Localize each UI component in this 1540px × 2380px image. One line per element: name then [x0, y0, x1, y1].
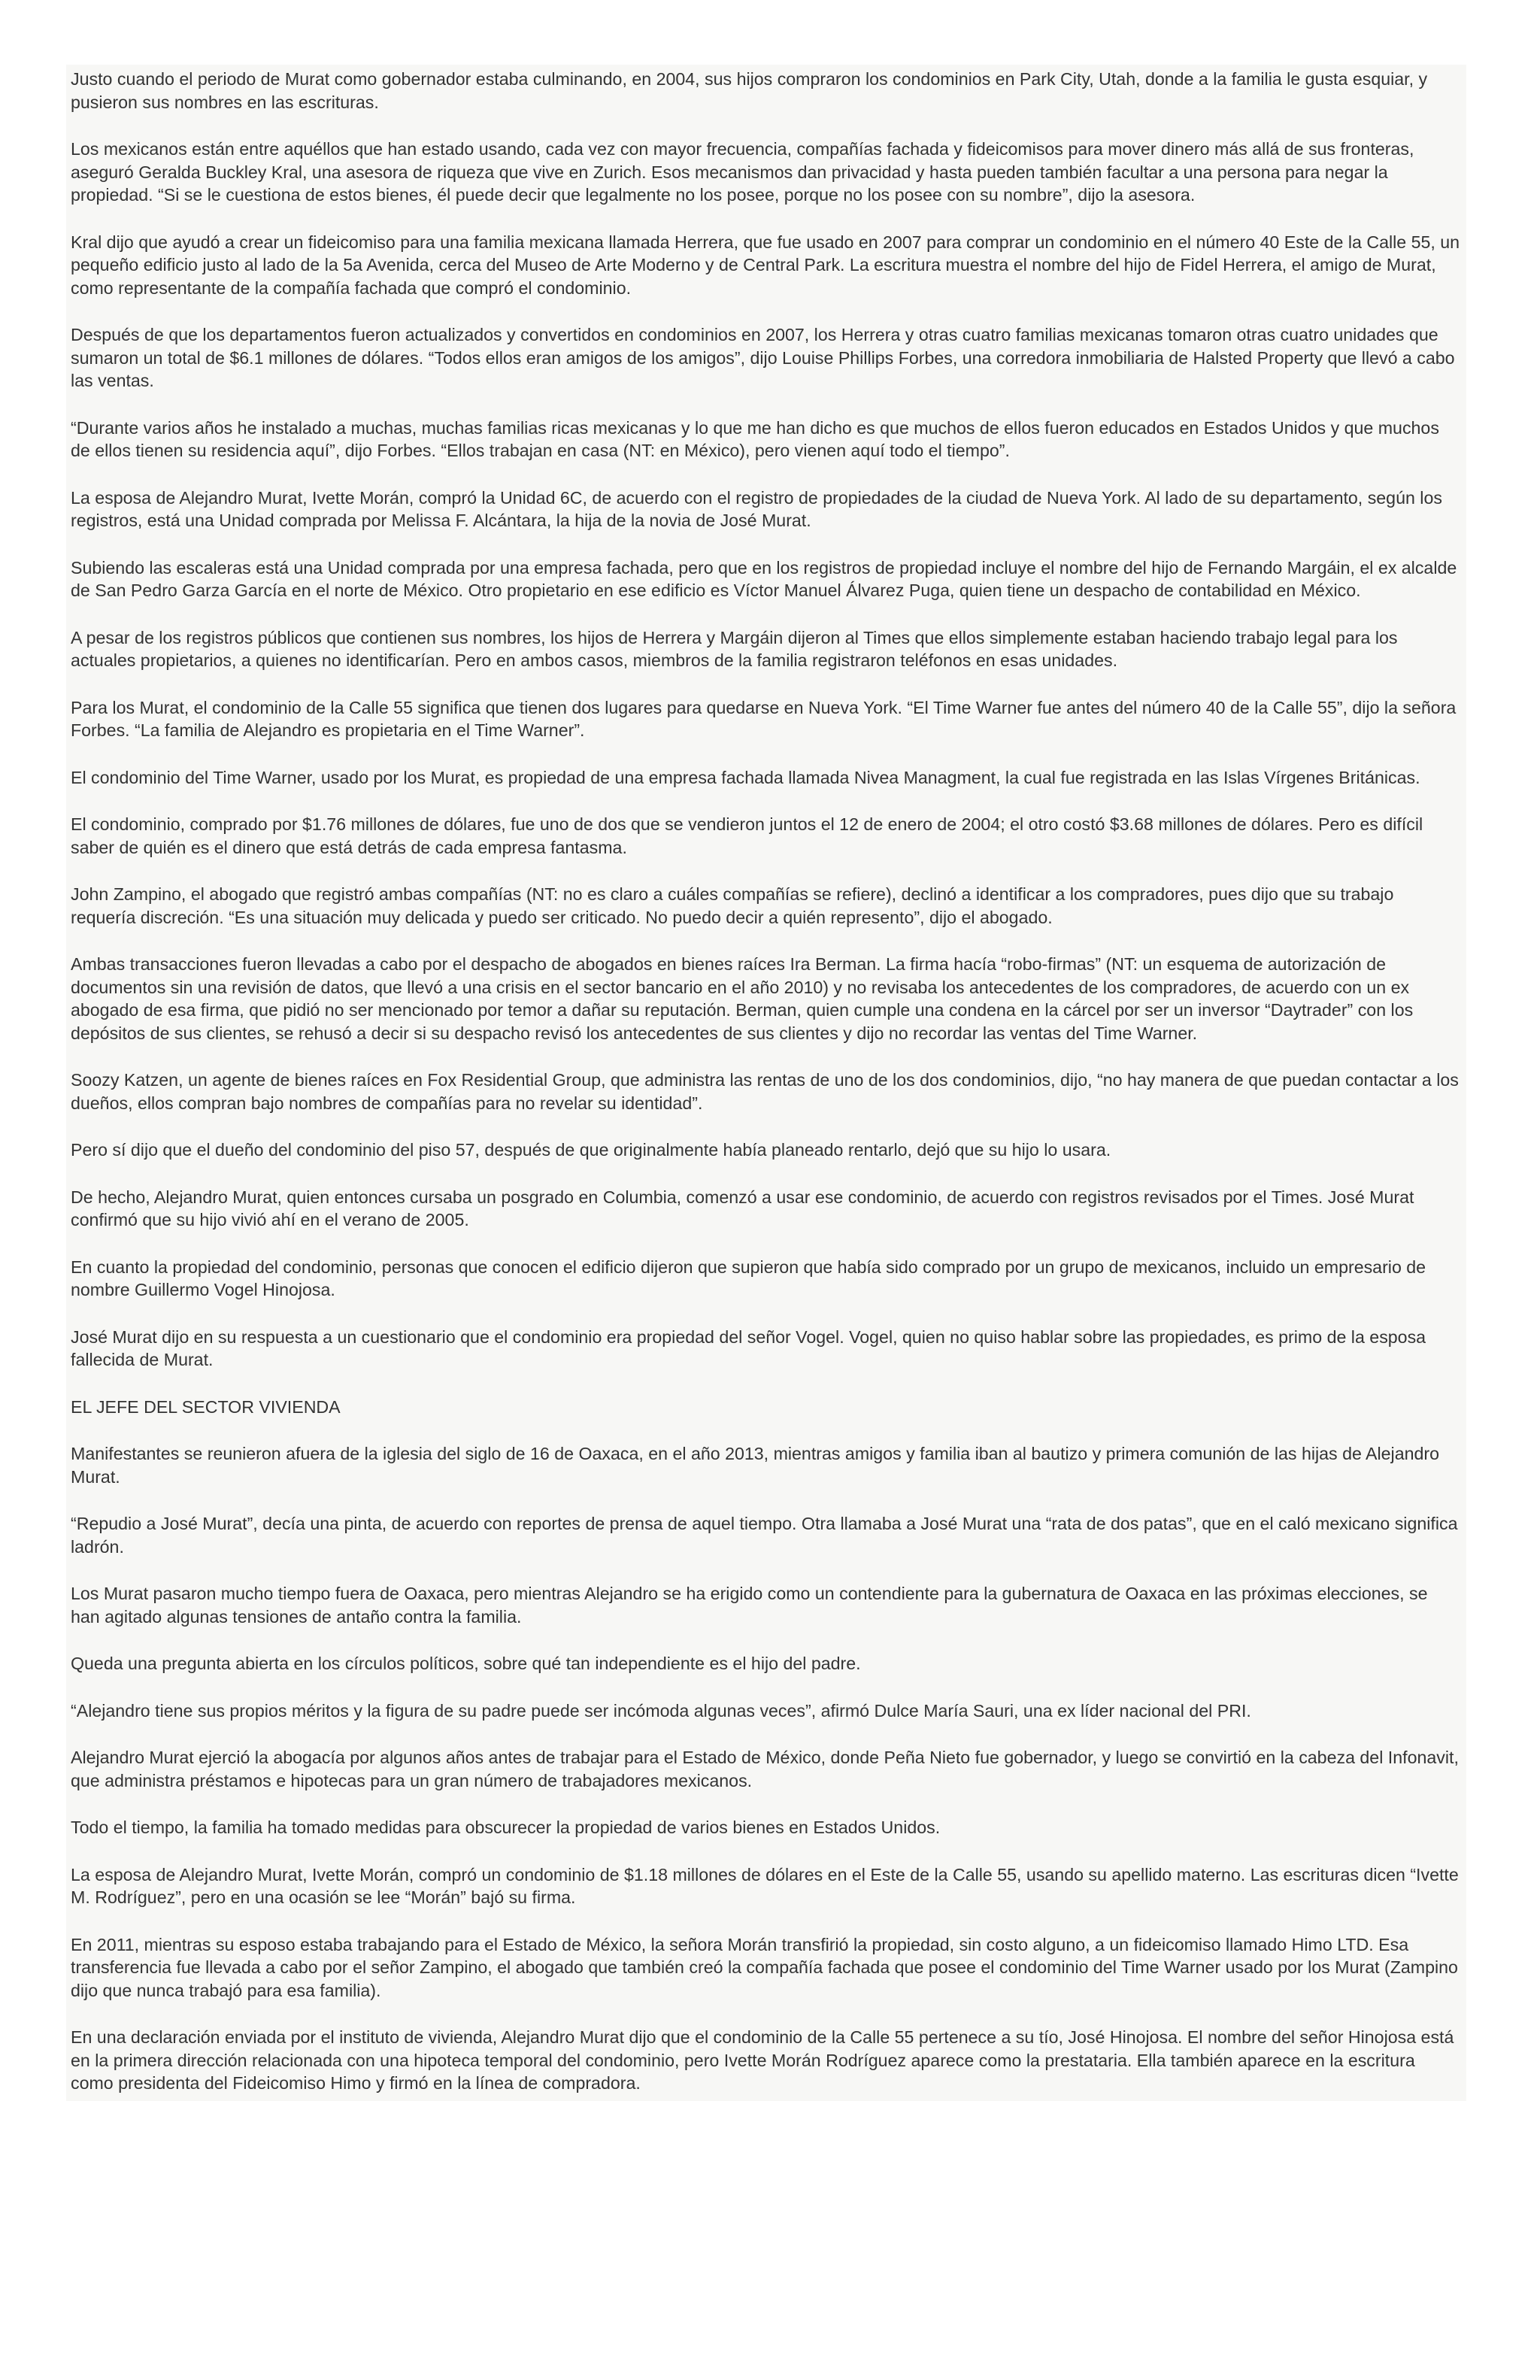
paragraph: Soozy Katzen, un agente de bienes raíces en Fox Residential Group, que administra las rentas de uno de los dos condominios, dijo, “no hay manera de que puedan contactar a los dueños, ellos compran bajo nombres de compañías para no revelar su identidad”. [71, 1070, 1459, 1113]
paragraph: Ambas transacciones fueron llevadas a cabo por el despacho de abogados en bienes raíces Ira Berman. La firma hacía “robo-firmas” (NT: un esquema de autorización de documentos sin una revisión de datos, que llevó a una crisis en el sector bancario en el año 2010) y no revisaba los antecedentes de los compradores, de acuerdo con un ex abogado de esa firma, que pidió no ser mencionado por temor a dañar su reputación. Berman, quien cumple una condena en la cárcel por ser un inversor “Daytrader” con los depósitos de sus clientes, se rehusó a decir si su despacho revisó los antecedentes de sus clientes y dijo no recordar las ventas del Time Warner. [71, 954, 1414, 1043]
paragraph: En cuanto la propiedad del condominio, personas que conocen el edificio dijeron que supieron que había sido comprado por un grupo de mexicanos, incluido un empresario de nombre Guillermo Vogel Hinojosa. [71, 1257, 1426, 1299]
paragraph: Justo cuando el periodo de Murat como gobernador estaba culminando, en 2004, sus hijos compraron los condominios en Park City, Utah, donde a la familia le gusta esquiar, y pusieron sus nombres en las escrituras. [71, 69, 1428, 112]
section-heading: EL JEFE DEL SECTOR VIVIENDA [71, 1396, 341, 1417]
paragraph: Todo el tiempo, la familia ha tomado medidas para obscurecer la propiedad de varios bienes en Estados Unidos. [71, 1818, 941, 1837]
paragraph: Los mexicanos están entre aquéllos que han estado usando, cada vez con mayor frecuencia, compañías fachada y fideicomisos para mover dinero más allá de sus fronteras, aseguró Geralda Buckley Kral, una asesora de riqueza que vive en Zurich. Esos mecanismos dan privacidad y hasta pueden también facultar a una persona para negar la propiedad. “Si se le cuestiona de estos bienes, él puede decir que legalmente no los posee, porque no los posee con su nombre”, dijo la asesora. [71, 139, 1414, 205]
paragraph: Los Murat pasaron mucho tiempo fuera de Oaxaca, pero mientras Alejandro se ha erigido como un contendiente para la gubernatura de Oaxaca en las próximas elecciones, se han agitado algunas tensiones de antaño contra la familia. [71, 1584, 1428, 1627]
paragraph: José Murat dijo en su respuesta a un cuestionario que el condominio era propiedad del señor Vogel. Vogel, quien no quiso hablar sobre las propiedades, es primo de la esposa fallecida de Murat. [71, 1326, 1426, 1369]
paragraph: “Repudio a José Murat”, decía una pinta, de acuerdo con reportes de prensa de aquel tiempo. Otra llamaba a José Murat una “rata de dos patas”, que en el caló mexicano significa ladrón. [71, 1514, 1458, 1557]
paragraph: Kral dijo que ayudó a crear un fideicomiso para una familia mexicana llamada Herrera, que fue usado en 2007 para comprar un condominio en el número 40 Este de la Calle 55, un pequeño edificio justo al lado de la 5a Avenida, cerca del Museo de Arte Moderno y de Central Park. La escritura muestra el nombre del hijo de Fidel Herrera, el amigo de Murat, como representante de la compañía fachada que compró el condominio. [71, 232, 1460, 298]
paragraph: El condominio, comprado por $1.76 millones de dólares, fue uno de dos que se vendieron juntos el 12 de enero de 2004; el otro costó $3.68 millones de dólares. Pero es difícil saber de quién es el dinero que está detrás de cada empresa fantasma. [71, 814, 1423, 857]
paragraph: De hecho, Alejandro Murat, quien entonces cursaba un posgrado en Columbia, comenzó a usar ese condominio, de acuerdo con registros revisados por el Times. José Murat confirmó que su hijo vivió ahí en el verano de 2005. [71, 1187, 1414, 1229]
paragraph: Después de que los departamentos fueron actualizados y convertidos en condominios en 2007, los Herrera y otras cuatro familias mexicanas tomaron otras cuatro unidades que sumaron un total de $6.1 millones de dólares. “Todos ellos eran amigos de los amigos”, dijo Louise Phillips Forbes, una corredora inmobiliaria de Halsted Property que llevó a cabo las ventas. [71, 325, 1455, 390]
paragraph: Queda una pregunta abierta en los círculos políticos, sobre qué tan independiente es el hijo del padre. [71, 1654, 861, 1673]
paragraph: Alejandro Murat ejerció la abogacía por algunos años antes de trabajar para el Estado de México, donde Peña Nieto fue gobernador, y luego se convirtió en la cabeza del Infonavit, que administra préstamos e hipotecas para un gran número de trabajadores mexicanos. [71, 1748, 1459, 1790]
paragraph: “Alejandro tiene sus propios méritos y la figura de su padre puede ser incómoda algunas veces”, afirmó Dulce María Sauri, una ex líder nacional del PRI. [71, 1700, 1251, 1721]
paragraph: Manifestantes se reunieron afuera de la iglesia del siglo de 16 de Oaxaca, en el año 2013, mientras amigos y familia iban al bautizo y primera comunión de las hijas de Alejandro Murat. [71, 1444, 1440, 1487]
paragraph: “Durante varios años he instalado a muchas, muchas familias ricas mexicanas y lo que me han dicho es que muchos de ellos fueron educados en Estados Unidos y que muchos de ellos tienen su residencia aquí”, dijo Forbes. “Ellos trabajan en casa (NT: en México), pero vienen aquí todo el tiempo”. [71, 417, 1439, 460]
paragraph: En una declaración enviada por el instituto de vivienda, Alejandro Murat dijo que el condominio de la Calle 55 pertenece a su tío, José Hinojosa. El nombre del señor Hinojosa está en la primera dirección relacionada con una hipoteca temporal del condominio, pero Ivette Morán Rodríguez aparece como la prestataria. Ella también aparece en la escritura como presidenta del Fideicomiso Himo y firmó en la línea de compradora. [71, 2027, 1454, 2093]
paragraph: El condominio del Time Warner, usado por los Murat, es propiedad de una empresa fachada llamada Nivea Managment, la cual fue registrada en las Islas Vírgenes Británicas. [71, 767, 1420, 787]
paragraph: La esposa de Alejandro Murat, Ivette Morán, compró la Unidad 6C, de acuerdo con el registro de propiedades de la ciudad de Nueva York. Al lado de su departamento, según los registros, está una Unidad comprada por Melissa F. Alcántara, la hija de la novia de José Murat. [71, 487, 1442, 530]
paragraph: John Zampino, el abogado que registró ambas compañías (NT: no es claro a cuáles compañías se refiere), declinó a identificar a los compradores, pues dijo que su trabajo requería discreción. “Es una situación muy delicada y puedo ser criticado. No puedo decir a quién represento”, dijo el abogado. [71, 884, 1394, 927]
paragraph: Subiendo las escaleras está una Unidad comprada por una empresa fachada, pero que en los registros de propiedad incluye el nombre del hijo de Fernando Margáin, el ex alcalde de San Pedro Garza García en el norte de México. Otro propietario en ese edificio es Víctor Manuel Álvarez Puga, quien tiene un despacho de contabilidad en México. [71, 557, 1457, 600]
paragraph: Pero sí dijo que el dueño del condominio del piso 57, después de que originalmente había planeado rentarlo, dejó que su hijo lo usara. [71, 1140, 1111, 1160]
paragraph: La esposa de Alejandro Murat, Ivette Morán, compró un condominio de $1.18 millones de dólares en el Este de la Calle 55, usando su apellido materno. Las escrituras dicen “Ivette M. Rodríguez”, pero en una ocasión se lee “Morán” bajó su firma. [71, 1864, 1459, 1907]
article-body [66, 65, 1466, 2101]
paragraph: Para los Murat, el condominio de la Calle 55 significa que tienen dos lugares para quedarse en Nueva York. “El Time Warner fue antes del número 40 de la Calle 55”, dijo la señora Forbes. “La familia de Alejandro es propietaria en el Time Warner”. [71, 697, 1457, 740]
paragraph: A pesar de los registros públicos que contienen sus nombres, los hijos de Herrera y Margáin dijeron al Times que ellos simplemente estaban haciendo trabajo legal para los actuales propietarios, a quienes no identificarían. Pero en ambos casos, miembros de la familia registraron teléfonos en esas unidades. [71, 627, 1398, 670]
paragraph: En 2011, mientras su esposo estaba trabajando para el Estado de México, la señora Morán transfirió la propiedad, sin costo alguno, a un fideicomiso llamado Himo LTD. Esa transferencia fue llevada a cabo por el señor Zampino, el abogado que también creó la compañía fachada que posee el condominio del Time Warner usado por los Murat (Zampino dijo que nunca trabajó para esa familia). [71, 1934, 1458, 2000]
